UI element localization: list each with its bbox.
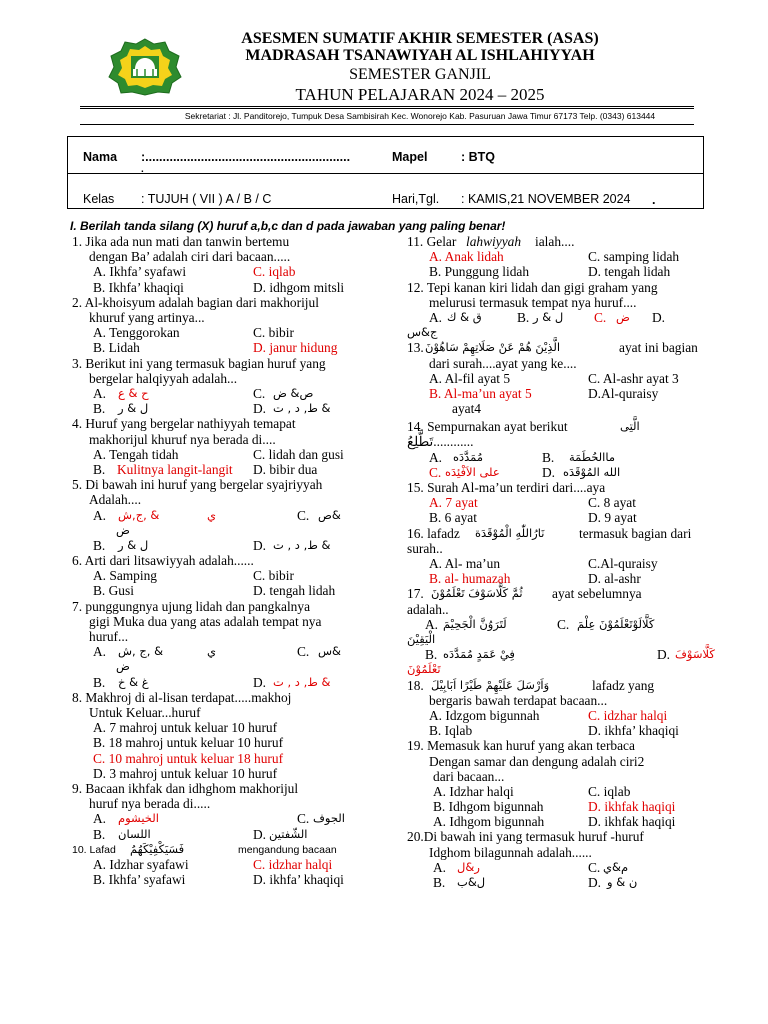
option-16b[interactable]: B. al- humazah <box>429 571 511 587</box>
academic-year: TAHUN PELAJARAN 2024 – 2025 <box>295 85 545 104</box>
question-11-label: 11. Gelar <box>407 234 457 249</box>
option-10c[interactable]: C. idzhar halqi <box>253 856 333 872</box>
option-14a[interactable]: A. <box>429 449 443 465</box>
options-20-row2 <box>407 875 707 890</box>
options-7-row2 <box>72 675 382 690</box>
option-12d[interactable]: D. <box>652 309 666 325</box>
options-8-b <box>72 735 382 750</box>
option-3d-arabic: ط, د , ت & <box>273 401 331 416</box>
option-14b-arabic: ماالحُطَمَة <box>569 449 616 464</box>
semester: SEMESTER GANJIL <box>349 66 491 83</box>
options-19-row3 <box>407 814 707 829</box>
option-5a[interactable]: A. <box>93 507 107 523</box>
option-13d[interactable]: D.Al-quraisy <box>588 385 659 401</box>
option-8a[interactable]: A. 7 mahroj untuk keluar 10 huruf <box>93 720 278 736</box>
question-16 <box>407 526 707 541</box>
nama-field[interactable]: :........................................................... <box>141 150 351 164</box>
option-5d[interactable]: D. <box>253 537 267 553</box>
option-7c[interactable]: C. <box>297 644 310 660</box>
option-14c-arabic: على الاَفْئِدَه <box>445 464 500 479</box>
mapel-label: Mapel <box>392 150 428 164</box>
question-13-label: 13. <box>407 340 424 356</box>
options-13-row2 <box>407 386 707 401</box>
options-17-row2b <box>407 662 707 677</box>
options-8-d <box>72 766 382 781</box>
option-6c[interactable]: C. bibir <box>253 568 294 584</box>
option-12b-arabic: ل & ر <box>533 309 564 324</box>
options-19-row1 <box>407 784 707 799</box>
question-4: 4. Huruf yang bergelar nathiyyah temapat <box>72 416 296 432</box>
option-3c[interactable]: C. <box>253 385 266 401</box>
option-18a[interactable]: A. Idzgom bigunnah <box>429 707 540 723</box>
option-14b[interactable]: B. <box>542 449 555 465</box>
option-12a-arabic: ق & ك <box>447 309 482 324</box>
options-9-row2 <box>72 827 382 842</box>
options-13-row1 <box>407 371 707 386</box>
option-12b[interactable]: B. <box>517 309 530 325</box>
question-11-text: ialah.... <box>535 234 575 249</box>
question-4-cont: makhorijul khuruf nya berada di.... <box>89 431 276 447</box>
question-18-cont: bergaris bawah terdapat bacaan... <box>429 692 608 708</box>
option-5a-arabic-3: ض <box>116 522 130 537</box>
header-rule-bottom <box>80 108 694 109</box>
options-13-tail <box>407 401 707 416</box>
option-5b-arabic: ل & ر <box>118 537 149 552</box>
school-address: Sekretariat : Jl. Panditorejo, Tumpuk Desa Sambisirah Kec. Wonorejo Kab. Pasuruan Jawa Timur 67173 Telp. (0343) 613444 <box>184 111 656 121</box>
question-17-label: 17. <box>407 586 424 602</box>
options-11-row1 <box>407 249 707 264</box>
options-16-row1 <box>407 556 707 571</box>
option-19b[interactable]: B. Idhgom bigunnah <box>433 799 544 815</box>
options-1-row2 <box>72 280 382 295</box>
option-17b-arabic: فِيْ عَمَدٍ مُمَدَّدَه <box>443 647 515 662</box>
options-17-row2 <box>407 647 715 663</box>
options-2-row1 <box>72 325 382 340</box>
option-4c[interactable]: C. lidah dan gusi <box>253 446 344 462</box>
question-10 <box>72 842 382 857</box>
question-19-cont-2: dari bacaan... <box>433 768 505 784</box>
option-20c-arabic: م&ي <box>603 859 629 874</box>
question-5-cont: Adalah.... <box>89 492 142 508</box>
question-17 <box>407 586 707 601</box>
option-18d[interactable]: D. ikhfa’ khaqiqi <box>588 723 679 739</box>
option-9c[interactable]: C. <box>297 811 310 827</box>
option-3a[interactable]: A. <box>93 385 107 401</box>
option-20b[interactable]: B. <box>433 875 446 891</box>
options-19-row2 <box>407 799 707 814</box>
option-15a[interactable]: A. 7 ayat <box>429 495 478 511</box>
hari-dot: . <box>652 193 656 207</box>
options-7-row1b <box>72 659 382 674</box>
option-4b-text: Kulitnya langit-langit <box>117 461 233 477</box>
options-17-row1b <box>407 632 707 647</box>
option-5a-arabic-2: ي <box>207 507 217 522</box>
option-5d-arabic: ط, د , ت & <box>273 537 331 552</box>
option-19c[interactable]: C. iqlab <box>588 783 631 799</box>
option-8c[interactable]: C. 10 mahroj untuk keluar 18 huruf <box>93 750 284 766</box>
option-3b[interactable]: B. <box>93 401 106 417</box>
question-5: 5. Di bawah ini huruf yang bergelar syajriyyah <box>72 477 323 493</box>
option-9d-arabic: الشّفتين <box>269 826 308 841</box>
question-16-cont: surah.. <box>407 540 443 556</box>
option-19a-2[interactable]: A. Idhgom bigunnah <box>433 814 545 830</box>
question-14 <box>407 419 707 434</box>
kelas-value: : TUJUH ( VII ) A / B / C <box>141 192 272 206</box>
options-12-row <box>407 310 707 325</box>
option-7d[interactable]: D. <box>253 674 267 690</box>
option-1b[interactable]: B. Ikhfa’ khaqiqi <box>93 279 184 295</box>
option-4d[interactable]: D. bibir dua <box>253 461 318 477</box>
question-17-arabic: ثُمَّ كَلَّاسَوْفَ تَعْلَمُوْنَ <box>431 586 523 601</box>
option-8b[interactable]: B. 18 mahroj untuk keluar 10 huruf <box>93 735 284 751</box>
school-name: MADRASAH TSANAWIYAH AL ISHLAHIYYAH <box>245 47 595 64</box>
question-3-cont: bergelar halqiyyah adalah... <box>89 370 238 386</box>
option-20c[interactable]: C. <box>588 859 601 875</box>
mapel-value: : BTQ <box>461 150 496 164</box>
hari-label: Hari,Tgl. <box>392 192 440 206</box>
question-16-arabic: نَارُاللّٰهِ الْمُوْقَدَة <box>475 525 545 540</box>
option-16c[interactable]: C.Al-quraisy <box>588 556 658 572</box>
options-15-row2 <box>407 510 707 525</box>
options-3-row1 <box>72 386 382 401</box>
option-17d-arabic: كَلَّاسَوْفَ <box>675 647 715 662</box>
option-10d[interactable]: D. ikhfa’ khaqiqi <box>253 872 344 888</box>
option-18b[interactable]: B. Iqlab <box>429 723 473 739</box>
question-13-text: ayat ini bagian <box>619 340 698 356</box>
hari-value: : KAMIS,21 NOVEMBER 2024 <box>461 192 631 206</box>
madrasah-logo <box>107 38 183 96</box>
option-17d-tail: تَعْلَمُوْنَ <box>407 662 441 677</box>
right-question-column <box>407 234 715 891</box>
question-13 <box>407 340 707 355</box>
option-17a[interactable]: A. <box>425 616 439 632</box>
info-divider <box>68 173 703 174</box>
question-1-cont: dengan Ba’ adalah ciri dari bacaan..... <box>89 249 291 265</box>
question-10-arabic: فَسَيَكْفِيْكَهُمُ <box>130 841 185 856</box>
question-19: 19. Memasuk kan huruf yang akan terbaca <box>407 738 635 754</box>
question-19-cont: Dengan samar dan dengung adalah ciri2 <box>429 753 645 769</box>
options-5-row2 <box>72 538 382 553</box>
question-12-cont: melurusi termasuk tempat nya huruf.... <box>429 294 637 310</box>
option-12d-arabic: ج&س <box>407 325 438 340</box>
option-11a[interactable]: A. Anak lidah <box>429 249 504 265</box>
question-18-label: 18. <box>407 677 424 693</box>
option-12c[interactable]: C. <box>594 309 607 325</box>
option-8d[interactable]: D. 3 mahroj untuk keluar 10 huruf <box>93 765 278 781</box>
options-9-row1 <box>72 811 382 826</box>
option-14d-arabic: الله المُوْقَدَه <box>563 464 621 479</box>
options-5-row1 <box>72 508 382 523</box>
left-question-column <box>72 234 382 887</box>
question-6: 6. Arti dari litsawiyyah adalah...... <box>72 553 254 569</box>
option-2b[interactable]: B. Lidah <box>93 340 140 356</box>
option-13c[interactable]: C. Al-ashr ayat 3 <box>588 370 679 386</box>
option-15d[interactable]: D. 9 ayat <box>588 510 637 526</box>
options-18-row1 <box>407 708 707 723</box>
options-17-row1 <box>407 617 707 632</box>
option-2c[interactable]: C. bibir <box>253 325 294 341</box>
option-3c-arabic: ص& ض <box>273 385 314 400</box>
option-3a-arabic: ح & ع <box>118 385 149 400</box>
question-16-text: termasuk bagian dari <box>579 525 692 541</box>
question-8-cont: Untuk Keluar...huruf <box>89 705 201 721</box>
option-7a[interactable]: A. <box>93 644 107 660</box>
question-17-cont: adalah.. <box>407 601 449 617</box>
options-7-row1 <box>72 644 382 659</box>
option-15c[interactable]: C. 8 ayat <box>588 495 636 511</box>
option-17c[interactable]: C. <box>557 616 570 632</box>
nama-dot: . <box>141 164 144 175</box>
option-13a[interactable]: A. Al-fil ayat 5 <box>429 370 511 386</box>
question-15: 15. Surah Al-ma’un terdiri dari....aya <box>407 480 606 496</box>
option-7b[interactable]: B. <box>93 674 106 690</box>
option-5c-arabic: ص& <box>318 507 341 522</box>
option-7c-arabic: س& <box>318 644 342 659</box>
option-2d[interactable]: D. janur hidung <box>253 340 338 356</box>
options-16-row2 <box>407 571 707 586</box>
question-18 <box>407 678 707 693</box>
question-14-cont <box>407 434 707 449</box>
nama-label: Nama <box>83 150 118 164</box>
option-10b[interactable]: B. Ikhfa’ syafawi <box>93 872 186 888</box>
option-1a[interactable]: A. Ikhfa’ syafawi <box>93 264 187 280</box>
kelas-label: Kelas <box>83 192 115 206</box>
option-20a[interactable]: A. <box>433 859 447 875</box>
option-7b-arabic: غ & خ <box>118 674 149 689</box>
options-10-row2 <box>72 872 382 887</box>
question-17-text: ayat sebelumnya <box>552 586 642 602</box>
option-9c-arabic: الجوف <box>313 811 345 826</box>
options-8-a <box>72 720 382 735</box>
options-14-row1 <box>407 450 707 465</box>
option-7d-arabic: ط, د , ت & <box>273 674 331 689</box>
question-18-arabic: وَاَرْسَلَ عَلَيْهِمْ طَيْرًا اَبَابِيْلَ <box>431 677 550 692</box>
option-9b[interactable]: B. <box>93 826 106 842</box>
options-4-row2 <box>72 462 382 477</box>
question-11-term: lahwiyyah <box>466 234 522 249</box>
option-6b[interactable]: B. Gusi <box>93 583 134 599</box>
options-11-row2 <box>407 264 707 279</box>
option-17a-arabic: لَتَرَوُنَّ الْجَحِيْمَ <box>443 616 507 631</box>
option-3d[interactable]: D. <box>253 401 267 417</box>
option-7a-arabic-3: ض <box>116 659 130 674</box>
question-16-label: 16. lafadz <box>407 525 460 541</box>
option-17c-tail: الْيَقِيْنَ <box>407 631 436 646</box>
option-9a-arabic: الخيشوم <box>118 811 159 826</box>
option-20b-arabic: ل&ب <box>457 875 486 890</box>
option-13d-cont: ayat4 <box>452 401 481 417</box>
question-14-label: 14. Sempurnakan ayat berikut <box>407 419 568 435</box>
question-7: 7. punggungnya ujung lidah dan pangkalnya <box>72 598 311 614</box>
option-11b[interactable]: B. Punggung lidah <box>429 264 530 280</box>
options-3-row2 <box>72 401 382 416</box>
option-7a-arabic-2: ي <box>207 644 217 659</box>
question-10-label: 10. Lafad <box>72 843 116 856</box>
option-6d[interactable]: D. tengah lidah <box>253 583 336 599</box>
option-17d[interactable]: D. <box>657 647 671 663</box>
question-13-cont: dari surah....ayat yang ke.... <box>429 355 577 371</box>
option-20d[interactable]: D. <box>588 875 602 891</box>
option-9d[interactable]: D. <box>253 826 267 842</box>
question-13-arabic: الَّذِيْنَ هُمْ عَنْ صَلَاتِهِمْ سَاهُوْنَ <box>425 340 561 355</box>
question-14-cont-text: تَطَّلِعُ............ <box>407 434 474 450</box>
option-19d-2[interactable]: D. ikhfak haqiqi <box>588 814 676 830</box>
option-15b[interactable]: B. 6 ayat <box>429 510 477 526</box>
question-3: 3. Berikut ini yang termasuk bagian huruf yang <box>72 355 326 371</box>
option-6a[interactable]: A. Samping <box>93 568 157 584</box>
option-9b-arabic: اللسان <box>118 826 151 841</box>
question-7-cont-2: huruf... <box>89 629 129 645</box>
options-1-row1 <box>72 264 382 279</box>
option-19a[interactable]: A. Idzhar halqi <box>433 783 514 799</box>
option-14d[interactable]: D. <box>542 464 556 480</box>
options-6-row1 <box>72 568 382 583</box>
question-18-text: lafadz yang <box>592 677 655 693</box>
option-3b-arabic: ل & ر <box>118 401 149 416</box>
option-16d[interactable]: D. al-ashr <box>588 571 641 587</box>
options-4-row1 <box>72 447 382 462</box>
address-rule <box>80 124 694 125</box>
options-6-row2 <box>72 583 382 598</box>
options-2-row2 <box>72 340 382 355</box>
question-9: 9. Bacaan ikhfak dan idhghom makhorijul <box>72 781 299 796</box>
option-16a[interactable]: A. Al- ma’un <box>429 556 501 572</box>
option-20a-arabic: ر&ل <box>457 859 480 874</box>
option-17b[interactable]: B. <box>425 647 438 663</box>
question-1: 1. Jika ada nun mati dan tanwin bertemu <box>72 234 290 249</box>
question-7-cont: gigi Muka dua yang atas adalah tempat nya <box>89 613 322 629</box>
option-17c-arabic: كَلَّالَوْتَعْلَمُوْنَ عِلْمَ <box>577 616 655 631</box>
option-13b[interactable]: B. Al-ma’un ayat 5 <box>429 385 532 401</box>
question-9-cont: huruf nya berada di..... <box>89 796 211 812</box>
question-20: 20.Di bawah ini yang termasuk huruf -huruf <box>407 829 644 845</box>
options-12-tail <box>407 325 707 340</box>
option-4a[interactable]: A. Tengah tidah <box>93 446 179 462</box>
option-20d-arabic: ن & و <box>607 875 638 890</box>
question-12: 12. Tepi kanan kiri lidah dan gigi graham yang <box>407 279 658 295</box>
option-11d[interactable]: D. tengah lidah <box>588 264 671 280</box>
option-10a[interactable]: A. Idzhar syafawi <box>93 856 189 872</box>
question-14-arabic: الَّتِى <box>620 419 640 434</box>
options-5-row1b <box>72 523 382 538</box>
question-10-text: mengandung bacaan <box>238 843 337 856</box>
question-8: 8. Makhroj di al-lisan terdapat.....makhoj <box>72 689 292 705</box>
options-10-row1 <box>72 857 382 872</box>
option-1c[interactable]: C. iqlab <box>253 264 296 280</box>
question-2-cont: khuruf yang artinya... <box>89 309 205 325</box>
exam-title: ASESMEN SUMATIF AKHIR SEMESTER (ASAS) <box>241 30 599 47</box>
option-2a[interactable]: A. Tenggorokan <box>93 325 180 341</box>
option-5c[interactable]: C. <box>297 507 310 523</box>
option-9a[interactable]: A. <box>93 811 107 827</box>
option-11c[interactable]: C. samping lidah <box>588 249 680 265</box>
question-11 <box>407 234 707 249</box>
option-14c[interactable]: C. <box>429 464 442 480</box>
option-1d[interactable]: D. idhgom mitsli <box>253 279 345 295</box>
option-5a-arabic: ج,ش, & <box>118 507 160 522</box>
options-14-row2 <box>407 465 707 480</box>
instruction: I. Berilah tanda silang (X) huruf a,b,c dan d pada jawaban yang paling benar! <box>70 219 506 233</box>
option-12a[interactable]: A. <box>429 309 443 325</box>
options-20-row1 <box>407 860 707 875</box>
option-18c[interactable]: C. idzhar halqi <box>588 707 668 723</box>
options-18-row2 <box>407 723 707 738</box>
question-20-cont: Idghom bilagunnah adalah...... <box>429 844 592 860</box>
options-8-c <box>72 751 382 766</box>
option-7a-arabic: ج ,ش, & <box>118 644 164 659</box>
option-14a-arabic: مُمَدَّدَه <box>453 449 483 464</box>
option-4b[interactable]: B. <box>93 461 106 477</box>
option-19d[interactable]: D. ikhfak haqiqi <box>588 799 676 815</box>
question-2: 2. Al-khoisyum adalah bagian dari makhorijul <box>72 294 319 310</box>
option-12c-arabic: ض <box>616 309 630 324</box>
options-15-row1 <box>407 495 707 510</box>
header-rule-top <box>80 106 694 107</box>
option-5b[interactable]: B. <box>93 537 106 553</box>
